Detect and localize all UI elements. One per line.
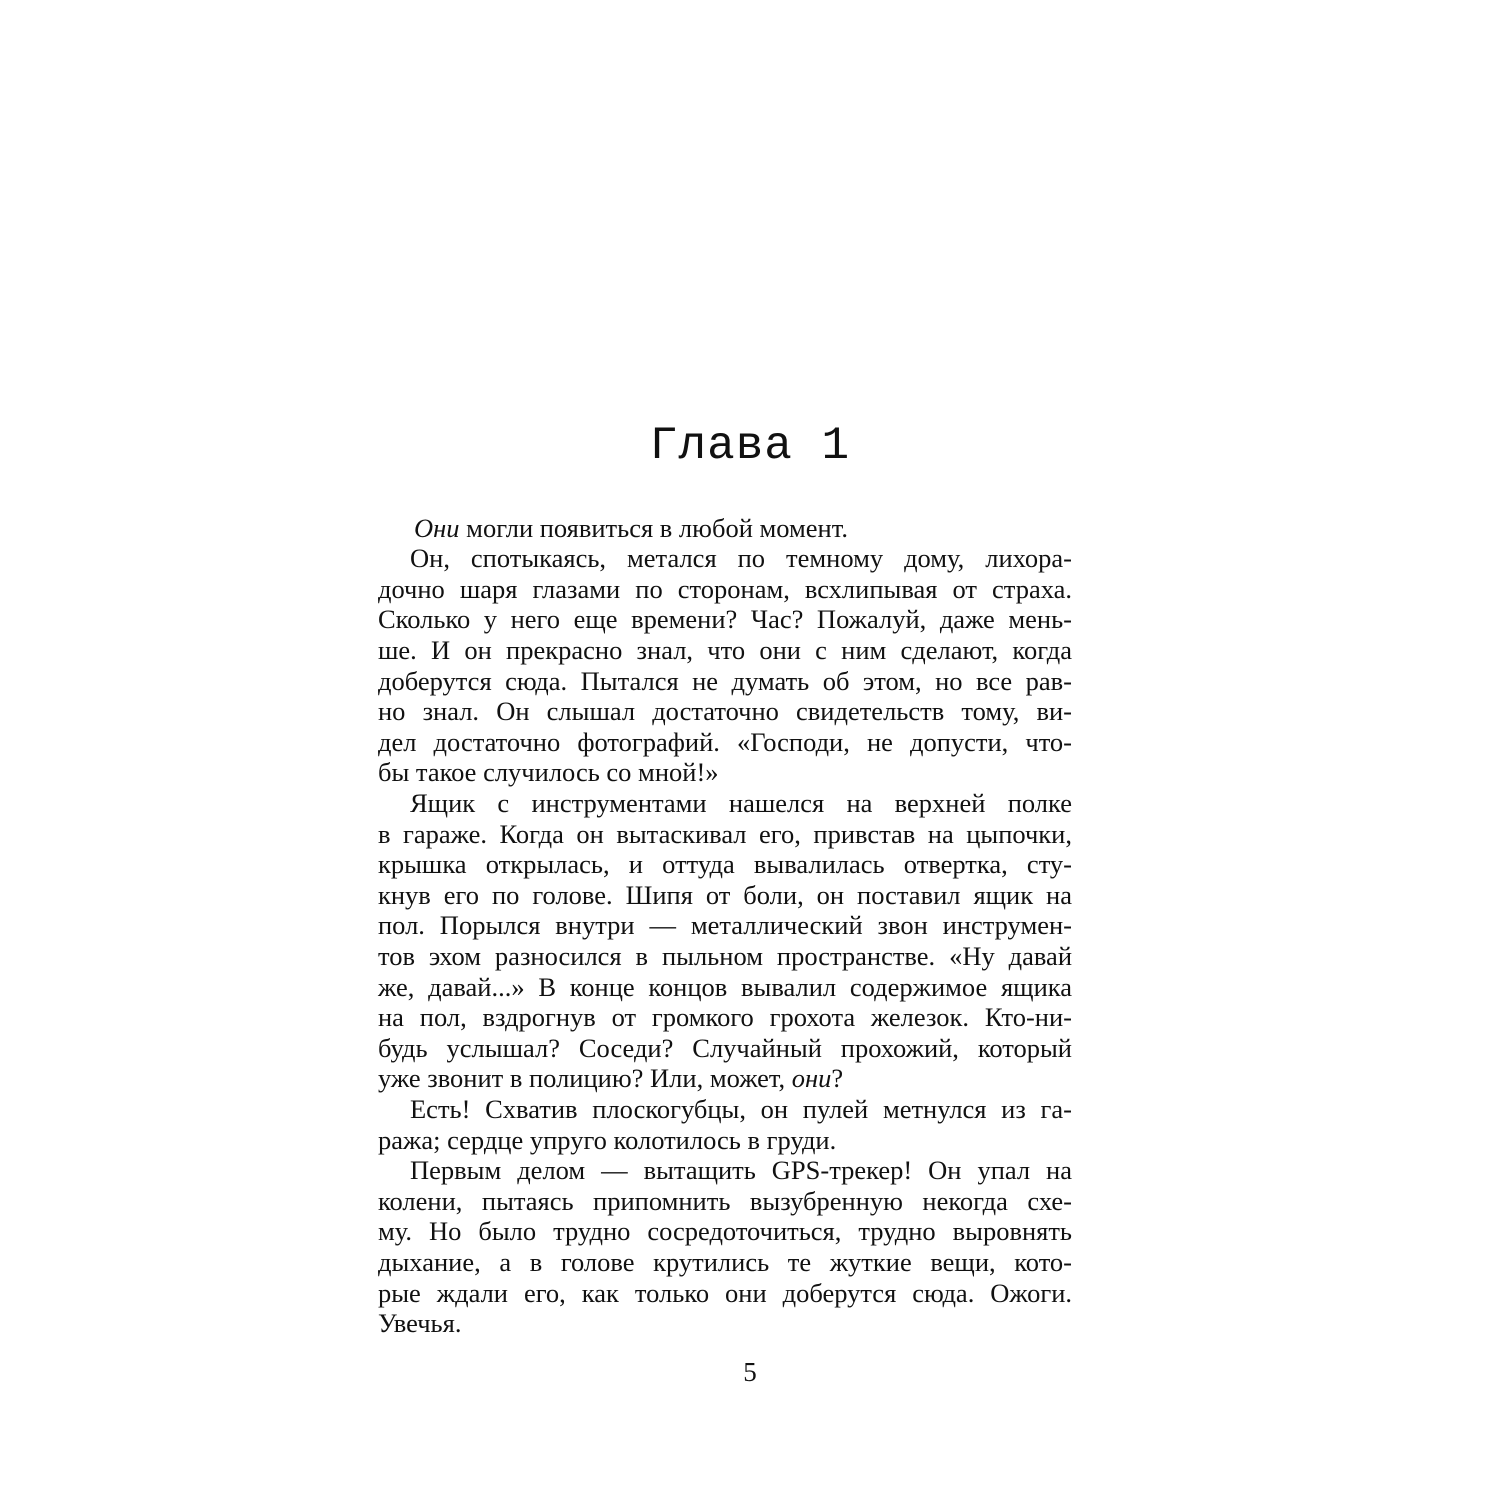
text-line: но знал. Он слышал достаточно свидетельств тому, ви-: [378, 696, 1072, 726]
text-line: [414, 512, 1072, 544]
text-line: дочно шаря глазами по сторонам, всхлипывая от страха.: [378, 574, 1072, 604]
text-span: ?: [831, 1063, 844, 1093]
text-line: Есть! Схватив плоскогубцы, он пулей метнулся из га-: [410, 1094, 1072, 1124]
text-line: Первым делом — вытащить GPS-трекер! Он упал на: [410, 1155, 1072, 1185]
text-line: колени, пытаясь припомнить вызубренную некогда схе-: [378, 1186, 1072, 1216]
text-line: же, давай...» В конце концов вывалил содержимое ящика: [378, 972, 1072, 1002]
text-line: доберутся сюда. Пытался не думать об этом, но все рав-: [378, 666, 1072, 696]
text-line: дел достаточно фотографий. «Господи, не допусти, что-: [378, 727, 1072, 757]
text-line: бы такое случилось со мной!»: [378, 757, 719, 787]
text-line: Ящик с инструментами нашелся на верхней полке: [410, 788, 1072, 818]
text-span: могли появиться в любой момент.: [459, 513, 848, 543]
text-line: кнув его по голове. Шипя от боли, он поставил ящик на: [378, 880, 1072, 910]
text-line: Сколько у него еще времени? Час? Пожалуй, даже мень-: [378, 604, 1072, 634]
page-number: 5: [743, 1357, 757, 1387]
text-line: на пол, вздрогнув от громкого грохота железок. Кто-ни-: [378, 1002, 1072, 1032]
text-line: му. Но было трудно сосредоточиться, трудно выровнять: [378, 1216, 1072, 1246]
text-line: тов эхом разносился в пыльном пространстве. «Ну давай: [378, 941, 1072, 971]
text-line: дыхание, а в голове крутились те жуткие вещи, кото-: [378, 1247, 1072, 1277]
italic-word: Они: [414, 513, 460, 543]
text-line: ража; сердце упруго колотилось в груди.: [378, 1125, 837, 1155]
text-line: [378, 1062, 1072, 1094]
chapter-title: Глава 1: [649, 420, 851, 472]
text-span: уже звонит в полицию? Или, может,: [378, 1063, 792, 1093]
text-line: крышка открылась, и оттуда вывалилась отвертка, сту-: [378, 849, 1072, 879]
text-line: рые ждали его, как только они доберутся сюда. Ожоги.: [378, 1278, 1072, 1308]
text-line: ше. И он прекрасно знал, что они с ним сделают, когда: [378, 635, 1072, 665]
text-line: пол. Порылся внутри — металлический звон инструмен-: [378, 910, 1072, 940]
text-line: в гараже. Когда он вытаскивал его, привстав на цыпочки,: [378, 819, 1072, 849]
text-line: будь услышал? Соседи? Случайный прохожий, который: [378, 1033, 1072, 1063]
text-line: Увечья.: [378, 1308, 462, 1338]
italic-word: они: [791, 1063, 832, 1093]
text-line: Он, спотыкаясь, метался по темному дому, лихора-: [410, 543, 1072, 573]
